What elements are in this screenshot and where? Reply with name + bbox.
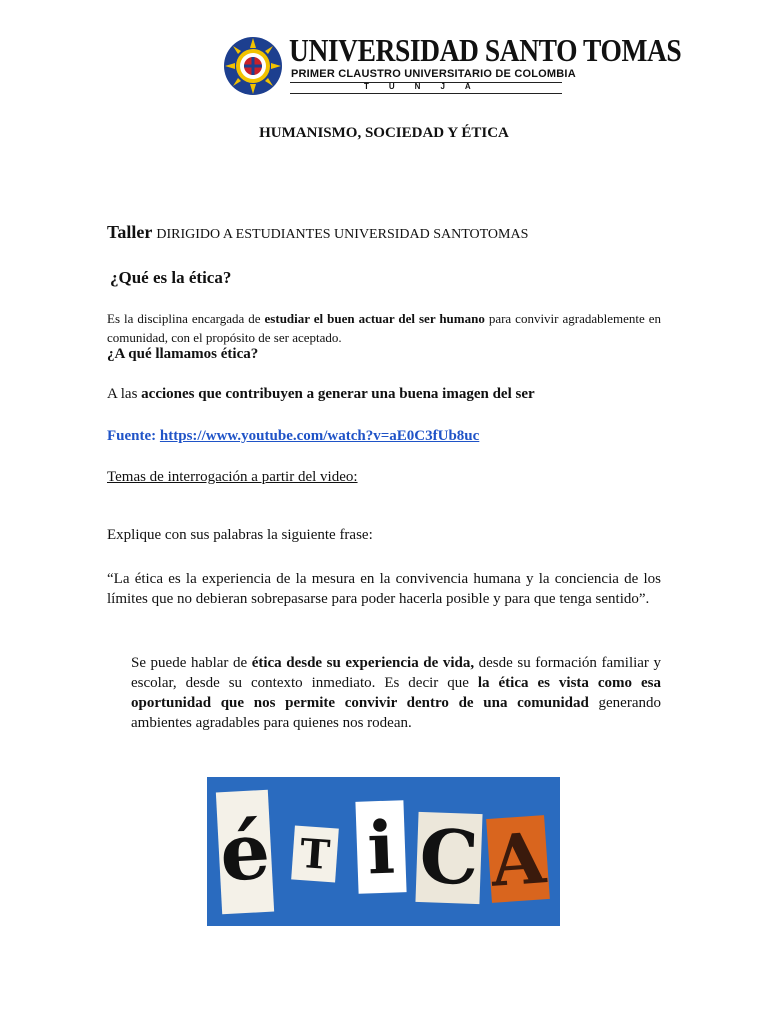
ethics-text-3: generando ambientes agradables para quienes nos rodean. (131, 695, 661, 731)
university-city: TUNJA (364, 82, 491, 91)
question-what-we-call-ethics: ¿A qué llamamos ética? (107, 346, 259, 362)
answer-paragraph (107, 386, 535, 403)
etica-image (207, 777, 560, 926)
source-line (107, 428, 479, 445)
taller-word: Taller (107, 222, 153, 242)
university-name: UNIVERSIDAD SANTO TOMAS (289, 32, 682, 68)
ethics-bold-2: la ética es vista como esa oportunidad que nos permite convivir dentro de una comunidad (131, 675, 661, 711)
source-link[interactable]: https://www.youtube.com/watch?v=aE0C3fUb8uc (159, 428, 480, 444)
ethics-text-2: desde su formación familiar y escolar, desde su contexto inmediato. Es decir que (131, 655, 661, 691)
document-title: HUMANISMO, SOCIEDAD Y ÉTICA (259, 125, 509, 141)
etica-letter-c: C (415, 812, 482, 904)
etica-letter-t: T (291, 826, 339, 883)
instruction-text: Explique con sus palabras la siguiente frase: (107, 527, 373, 543)
ethics-text-1: Se puede hablar de (131, 655, 252, 671)
source-label: Fuente: (107, 428, 160, 444)
definition-text-end: para convivir agradablemente en comunidad, con el propósito de ser aceptado. (107, 311, 662, 345)
etica-letter-e: é (216, 790, 274, 915)
taller-description: DIRIGIDO A ESTUDIANTES UNIVERSIDAD SANTOTOMAS (156, 227, 529, 242)
etica-letter-i: i (355, 800, 406, 894)
ethics-quote: “La ética es la experiencia de la mesura en la convivencia humana y la conciencia de los límites que no debieran sobrepasarse para poder hacerla posible y para que tenga sentido”. (107, 571, 661, 607)
header-rule-bottom (290, 93, 562, 94)
ethics-paragraph (131, 653, 661, 733)
answer-bold: acciones que contribuyen a generar una buena imagen del ser (141, 386, 535, 402)
question-what-is-ethics: ¿Qué es la ética? (110, 268, 232, 287)
etica-letter-a: A (488, 815, 548, 903)
definition-text: Es la disciplina encargada de (107, 311, 265, 326)
ethics-bold-1: ética desde su experiencia de vida, (251, 655, 475, 671)
university-subtitle: PRIMER CLAUSTRO UNIVERSITARIO DE COLOMBIA (291, 68, 576, 80)
university-seal-icon (223, 36, 283, 96)
definition-paragraph (107, 309, 661, 347)
definition-bold: estudiar el buen actuar del ser humano (264, 311, 485, 326)
answer-prefix: A las (107, 386, 142, 402)
topics-heading: Temas de interrogación a partir del video: (107, 469, 358, 485)
taller-line (107, 222, 528, 243)
